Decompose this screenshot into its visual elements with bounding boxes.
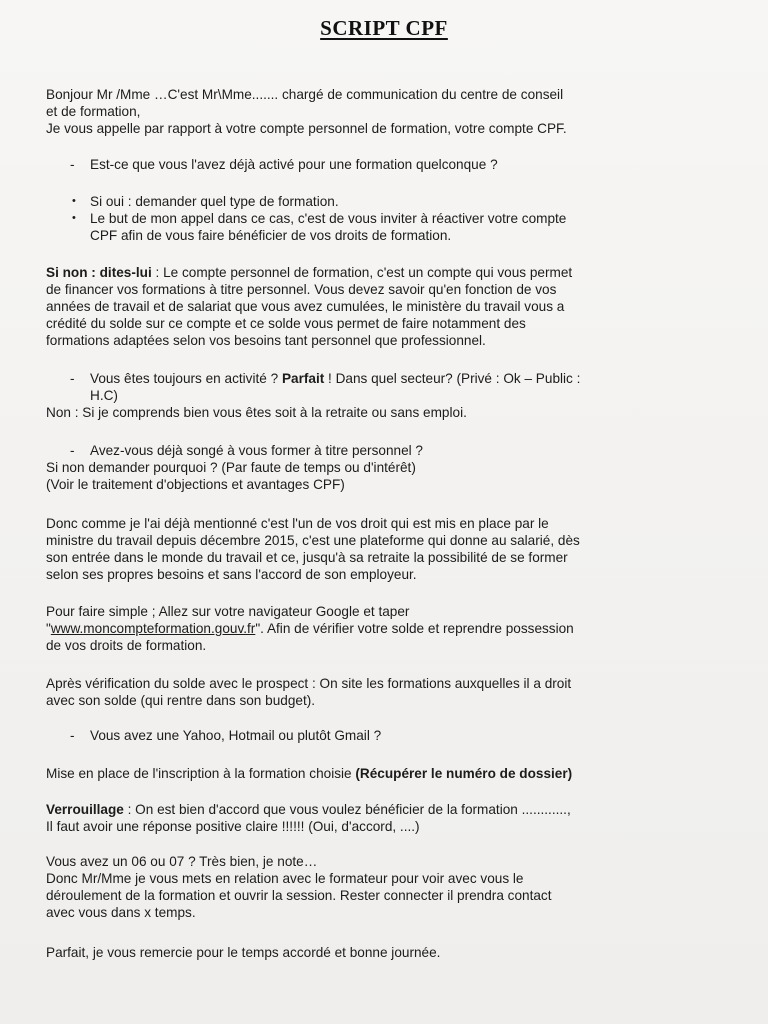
paragraph-line: Donc Mr/Mme je vous mets en relation avec le formateur pour voir avec vous le (46, 871, 524, 886)
bullet-item (46, 210, 646, 244)
donc-paragraph (46, 515, 646, 583)
question-mail (46, 727, 646, 744)
paragraph-line: de vos droits de formation. (46, 638, 207, 653)
question-text: Est-ce que vous l'avez déjà activé pour une formation quelconque ? (90, 157, 498, 172)
phone-paragraph (46, 853, 646, 921)
question-text: (Voir le traitement d'objections et avantages CPF) (46, 477, 345, 492)
paragraph-line: ministre du travail depuis décembre 2015, c'est une plateforme qui donne au salarié, dès (46, 533, 580, 548)
paragraph-line: déroulement de la formation et ouvrir la session. Rester connecter il prendra contact (46, 888, 552, 903)
bullet-item (46, 193, 646, 210)
bullet-text: Si oui : demander quel type de formation. (90, 194, 339, 209)
document-title: SCRIPT CPF (320, 16, 448, 40)
question-activated (46, 156, 646, 173)
dash-marker: - (70, 443, 75, 458)
paragraph-line: années de travail et de salariat que vous avez cumulées, le ministère du travail vous a (46, 299, 565, 314)
if-yes-list (46, 193, 646, 244)
dash-marker: - (70, 157, 75, 172)
dash-item (46, 727, 646, 744)
quote-mark: " (46, 621, 51, 636)
if-no-label: Si non : dites-lui (46, 265, 152, 280)
verrouillage-label: Verrouillage (46, 802, 124, 817)
question-text: Avez-vous déjà songé à vous former à titre personnel ? (90, 443, 423, 458)
intro-line: Bonjour Mr /Mme …C'est Mr\Mme....... chargé de communication du centre de conseil (46, 87, 564, 102)
paragraph-text: : Le compte personnel de formation, c'est un compte qui vous permet (151, 265, 573, 280)
paragraph-line: Après vérification du solde avec le prospect : On site les formations auxquelles il a droit (46, 676, 572, 691)
intro-line: Je vous appelle par rapport à votre compte personnel de formation, votre compte CPF. (46, 121, 567, 136)
inscription-bold: (Récupérer le numéro de dossier) (355, 766, 573, 781)
paragraph-line (46, 801, 646, 818)
dash-item (46, 442, 646, 459)
question-bold: Parfait (281, 371, 325, 386)
intro-paragraph (46, 86, 646, 137)
paragraph-text: : On est bien d'accord que vous voulez bénéficier de la formation ............, (123, 802, 571, 817)
paragraph-text: Mise en place de l'inscription à la formation choisie (46, 766, 356, 781)
non-line: Non : Si je comprends bien vous êtes soit à la retraite ou sans emploi. (46, 405, 467, 420)
website-link[interactable]: www.moncompteformation.gouv.fr (50, 621, 256, 636)
paragraph-line: formations adaptées selon vos besoins tant personnel que professionnel. (46, 333, 486, 348)
intro-line: et de formation, (46, 104, 141, 119)
paragraph-text: ". Afin de vérifier votre solde et reprendre possession (255, 621, 574, 636)
closing-line (46, 944, 646, 961)
paragraph-line: avec son solde (qui rentre dans son budget). (46, 693, 316, 708)
paragraph-line: Parfait, je vous remercie pour le temps accordé et bonne journée. (46, 945, 441, 960)
dash-marker: - (70, 371, 75, 386)
question-text: ! Dans quel secteur? (Privé : Ok – Public : (324, 371, 581, 386)
paragraph-line (46, 620, 646, 637)
paragraph-line: Vous avez un 06 ou 07 ? Très bien, je note… (46, 854, 318, 869)
bullet-marker: • (72, 212, 76, 224)
dash-item (46, 370, 646, 404)
question-training (46, 442, 646, 493)
bullet-marker: • (72, 195, 76, 207)
verrouillage-paragraph (46, 801, 646, 835)
if-no-paragraph (46, 264, 646, 349)
simple-paragraph (46, 603, 646, 654)
paragraph-line: selon ses propres besoins et sans l'accord de son employeur. (46, 567, 417, 582)
paragraph-line (46, 264, 646, 281)
question-text: Vous êtes toujours en activité ? (90, 371, 282, 386)
paragraph-line (46, 765, 646, 782)
dash-marker: - (70, 728, 75, 743)
inscription-line (46, 765, 646, 782)
bullet-text: Le but de mon appel dans ce cas, c'est de vous inviter à réactiver votre compte (90, 211, 567, 226)
apres-paragraph (46, 675, 646, 709)
dash-item (46, 156, 646, 173)
question-text: H.C) (90, 388, 118, 403)
paragraph-line: son entrée dans le monde du travail et ce, jusqu'à sa retraite la possibilité de se former (46, 550, 568, 565)
paragraph-line: Donc comme je l'ai déjà mentionné c'est l'un de vos droit qui est mis en place par le (46, 516, 549, 531)
paragraph-line: Il faut avoir une réponse positive claire !!!!!! (Oui, d'accord, ....) (46, 819, 420, 834)
paragraph-line: de financer vos formations à titre personnel. Vous devez savoir qu'en fonction de vos (46, 282, 557, 297)
question-text: Si non demander pourquoi ? (Par faute de temps ou d'intérêt) (46, 460, 416, 475)
paragraph-line: Pour faire simple ; Allez sur votre navigateur Google et taper (46, 604, 410, 619)
question-activity (46, 370, 646, 421)
bullet-text: CPF afin de vous faire bénéficier de vos droits de formation. (90, 228, 452, 243)
question-text: Vous avez une Yahoo, Hotmail ou plutôt Gmail ? (90, 728, 382, 743)
paragraph-line: crédité du solde sur ce compte et ce solde vous permet de faire notamment des (46, 316, 526, 331)
paragraph-line: avec vous dans x temps. (46, 905, 196, 920)
